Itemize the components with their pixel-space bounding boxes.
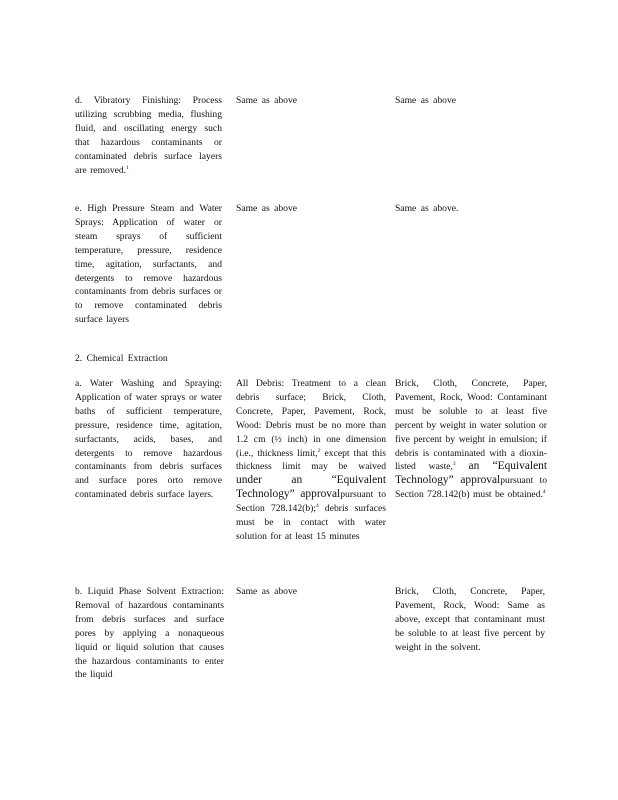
section-heading-chemical-extraction: 2. Chemical Extraction xyxy=(75,353,168,364)
row-b-performance: Same as above xyxy=(236,586,298,597)
row-b-contaminant: Brick, Cloth, Concrete, Paper, Pavement, Rock, Wood: Same as above, except that contaminant must be soluble to at least five percent by weight in the solvent. xyxy=(395,586,545,653)
row-a-technology: a. Water Washing and Spraying: Application of water sprays or water baths of sufficient temperature, pressure, residence time, agitation, surfactants, acids, bases, and detergents to remove hazardous contaminants from debris surfaces and surface pores orto remove contaminated debris surface layers. xyxy=(75,378,222,501)
row-e-contaminant: Same as above. xyxy=(395,203,459,214)
row-e-performance: Same as above xyxy=(236,203,298,214)
row-d-technology: d. Vibratory Finishing: Process utilizing scrubbing media, flushing fluid, and oscillating energy such that hazardous contaminants or contaminated debris surface layers are removed.$^1$ xyxy=(75,95,222,176)
row-a-performance: All Debris: Treatment to a clean debris surface; Brick, Cloth, Concrete, Paper, Pavement, Rock, Wood: Debris must be no more than 1.2 cm (½ inch) in one dimension (i.e., thickness limit,$^2$ except that this thickness limit may be waived under an “Equivalent Technology” approvalpursuant to Section 728.142(b);$^4$ debris surfaces must be in contact with water solution for at least 15 minutes xyxy=(236,378,386,542)
row-d-contaminant: Same as above xyxy=(395,95,457,106)
row-b-technology: b. Liquid Phase Solvent Extraction: Removal of hazardous contaminants from debris surfaces and surface pores by applying a nonaqueous liquid or liquid solution that causes the hazardous contaminants to enter the liquid xyxy=(75,586,224,681)
row-e-technology: e. High Pressure Steam and Water Sprays: Application of water or steam sprays of sufficient temperature, pressure, residence time, agitation, surfactants, and detergents to remove hazardous contaminants from debris surfaces or to remove contaminated debris surface layers xyxy=(75,203,222,326)
row-a-contaminant: Brick, Cloth, Concrete, Paper, Pavement, Rock, Wood: Contaminant must be soluble to at least five percent by weight in water solution or five percent by weight in emulsion; if debris is contaminated with a dioxin-listed waste,$^3$ an “Equivalent Technology” approvalpursuant to Section 728.142(b) must be obtained.$^4$ xyxy=(395,378,548,501)
row-d-performance: Same as above xyxy=(236,95,298,106)
